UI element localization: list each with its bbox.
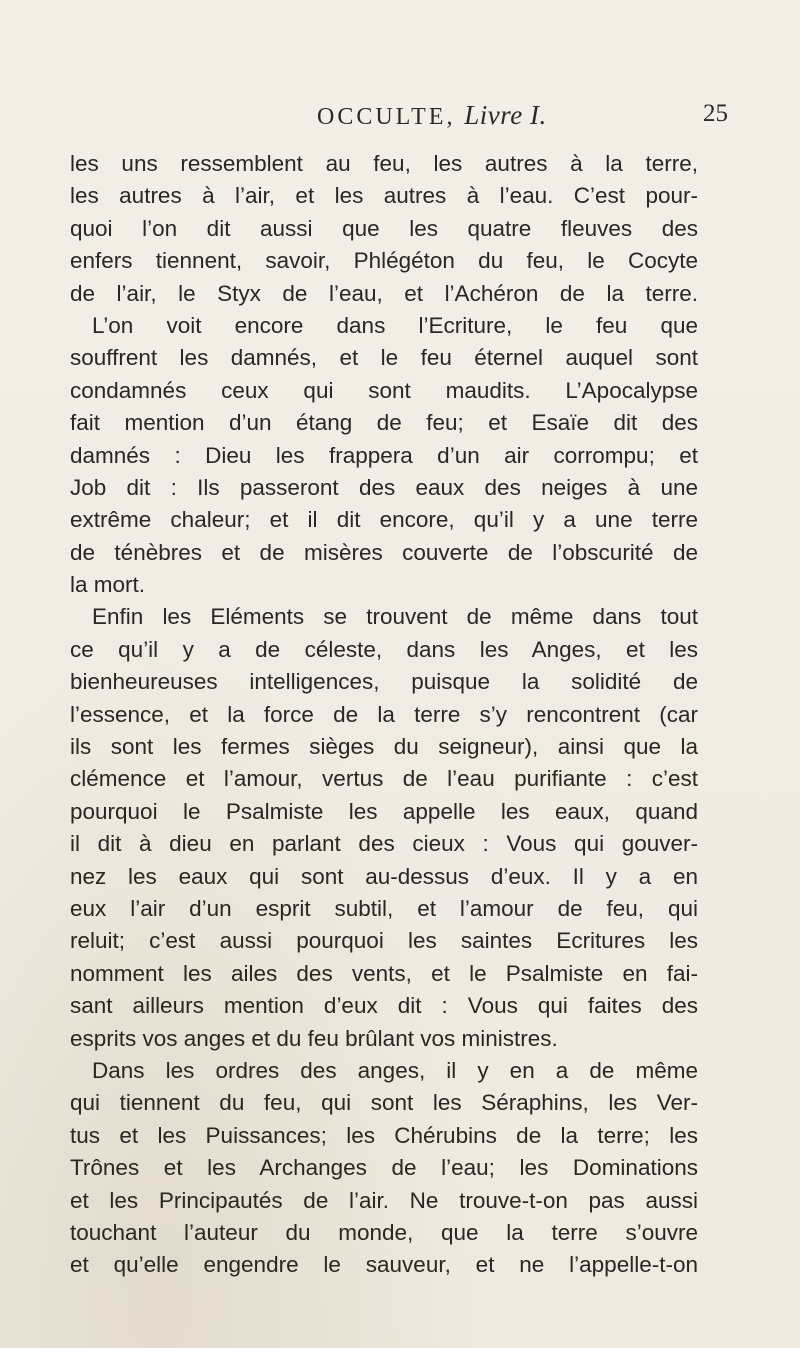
text-line: clémence et l’amour, vertus de l’eau purifiante : c’est: [70, 766, 698, 792]
text-line: eux l’air d’un esprit subtil, et l’amour de feu, qui: [70, 895, 698, 921]
text-line: de ténèbres et de misères couverte de l’obscurité de: [70, 539, 698, 565]
text-line: L’on voit encore dans l’Ecriture, le feu que: [92, 312, 698, 338]
text-line: l’essence, et la force de la terre s’y rencontrent (car: [70, 701, 698, 727]
text-line: Trônes et les Archanges de l’eau; les Dominations: [70, 1155, 698, 1181]
running-header: [0, 100, 800, 140]
text-line: tus et les Puissances; les Chérubins de la terre; les: [70, 1122, 698, 1148]
text-line: sant ailleurs mention d’eux dit : Vous qui faites des: [70, 993, 698, 1019]
text-line: condamnés ceux qui sont maudits. L’Apocalypse: [70, 377, 698, 403]
text-line: et qu’elle engendre le sauveur, et ne l’appelle-t-on: [70, 1252, 698, 1278]
text-line: damnés : Dieu les frappera d’un air corrompu; et: [70, 442, 698, 468]
text-line: enfers tiennent, savoir, Phlégéton du feu, le Cocyte: [70, 248, 698, 274]
text-line: touchant l’auteur du monde, que la terre s’ouvre: [70, 1219, 698, 1245]
text-line: nomment les ailes des vents, et le Psalmiste en fai-: [70, 960, 698, 986]
body-text: [70, 148, 698, 1282]
text-line: il dit à dieu en parlant des cieux : Vous qui gouver-: [70, 831, 698, 857]
text-line: reluit; c’est aussi pourquoi les saintes Ecritures les: [70, 928, 698, 954]
text-line: ils sont les fermes sièges du seigneur), ainsi que la: [70, 734, 698, 760]
text-line: esprits vos anges et du feu brûlant vos ministres.: [70, 1025, 558, 1051]
text-line: souffrent les damnés, et le feu éternel auquel sont: [70, 345, 698, 371]
text-line: quoi l’on dit aussi que les quatre fleuves des: [70, 215, 698, 241]
text-line: et les Principautés de l’air. Ne trouve-t-on pas aussi: [70, 1187, 698, 1213]
text-line: la mort.: [70, 572, 146, 598]
text-line: les autres à l’air, et les autres à l’eau. C’est pour-: [70, 183, 698, 209]
text-line: Enfin les Eléments se trouvent de même dans tout: [92, 604, 698, 630]
text-line: nez les eaux qui sont au-dessus d’eux. Il y a en: [70, 863, 698, 889]
running-title-italic: Livre I.: [464, 100, 547, 130]
text-line: bienheureuses intelligences, puisque la solidité de: [70, 669, 698, 695]
text-line: Job dit : Ils passeront des eaux des neiges à une: [70, 474, 698, 500]
text-line: de l’air, le Styx de l’eau, et l’Achéron de la terre.: [70, 280, 698, 306]
running-title-caps: OCCULTE,: [317, 104, 456, 130]
text-line: extrême chaleur; et il dit encore, qu’il y a une terre: [70, 507, 698, 533]
running-title: [317, 100, 547, 131]
text-line: les uns ressemblent au feu, les autres à la terre,: [70, 151, 698, 176]
text-line: Dans les ordres des anges, il y en a de même: [92, 1057, 698, 1083]
text-line: fait mention d’un étang de feu; et Esaïe dit des: [70, 410, 698, 436]
text-line: ce qu’il y a de céleste, dans les Anges, et les: [70, 636, 698, 662]
text-line: pourquoi le Psalmiste les appelle les eaux, quand: [70, 798, 698, 824]
page-number: 25: [703, 100, 728, 127]
text-line: qui tiennent du feu, qui sont les Séraphins, les Ver-: [70, 1090, 698, 1116]
